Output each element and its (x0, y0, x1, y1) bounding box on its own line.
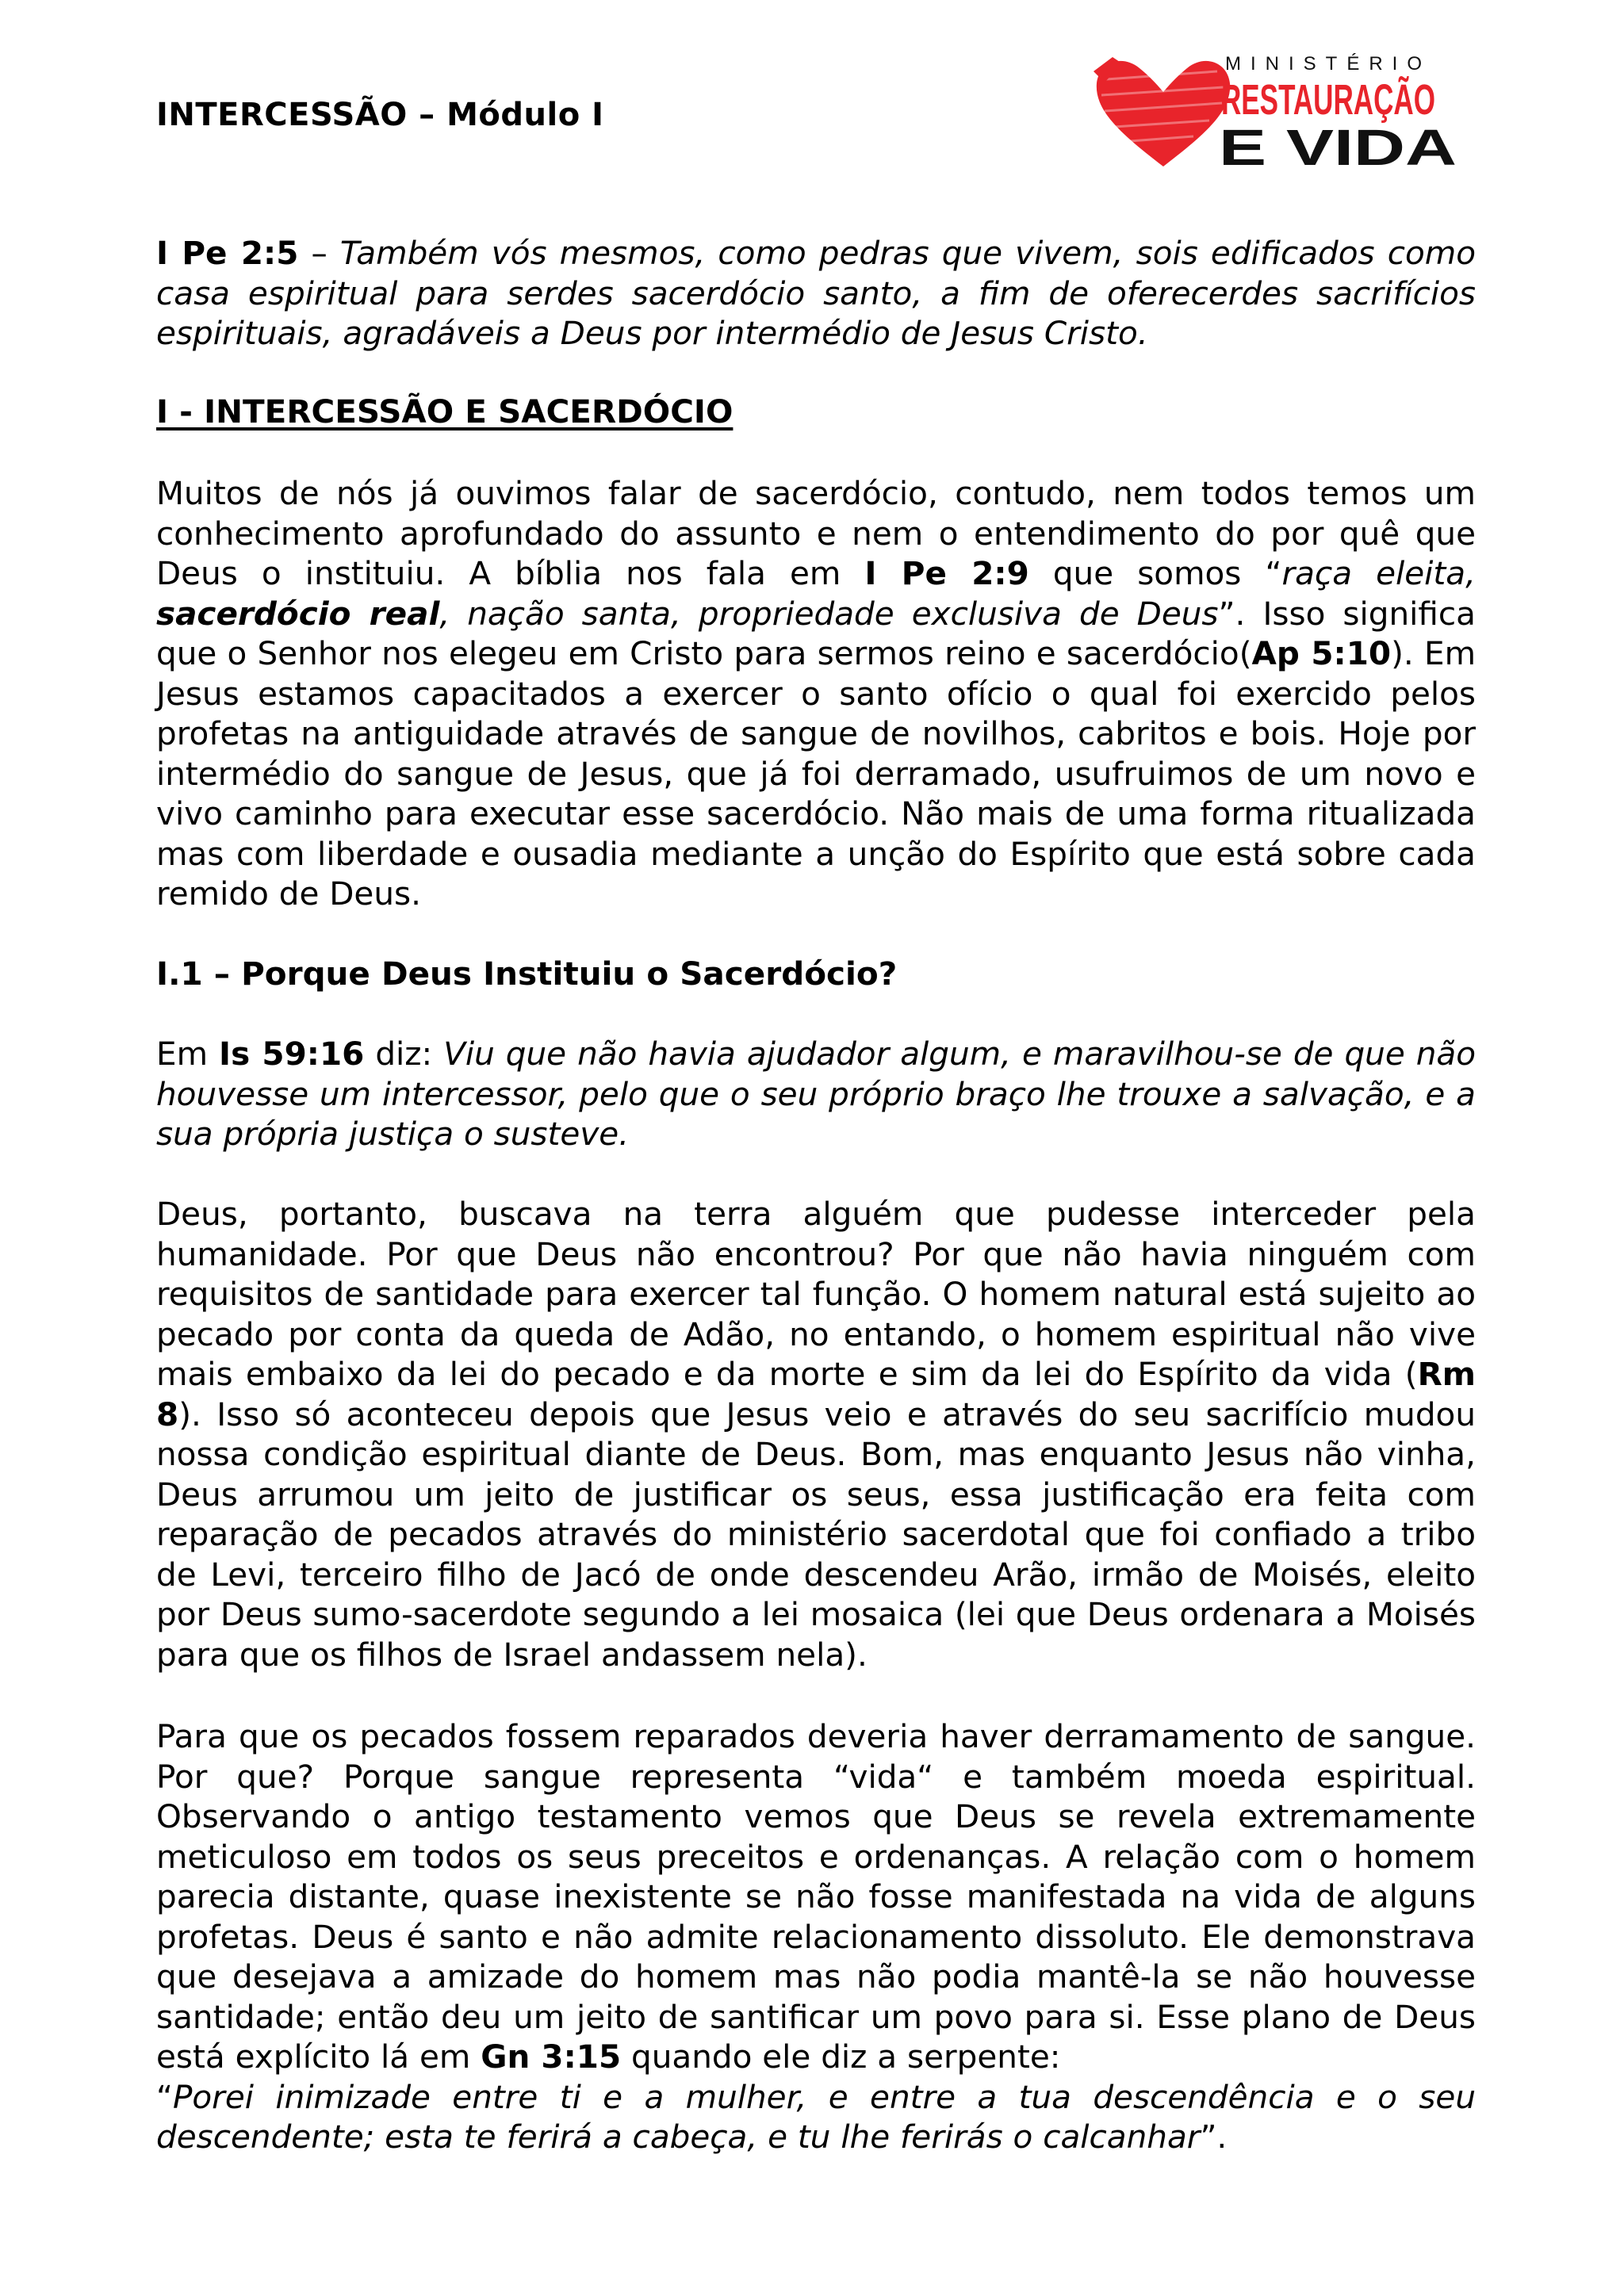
paragraph-pecados (156, 1716, 1476, 2157)
subsection-heading: I.1 – Porque Deus Instituiu o Sacerdócio? (156, 955, 898, 993)
paragraph-isaias (156, 1034, 1476, 1154)
text-run: ”. Isso significa que o Senhor nos elegeu em Cristo para sermos reino e sacerdócio( (156, 594, 1476, 672)
section-i (156, 392, 1476, 430)
text-run: quando ele diz a serpente: (621, 2038, 1061, 2076)
bible-reference: Ap 5:10 (1251, 634, 1392, 672)
quote-open: “ (156, 2077, 173, 2116)
text-run: diz: (364, 1035, 444, 1073)
text-run: Para que os pecados fossem reparados deveria haver derramamento de sangue. Por que? Porque sangue representa “vida“ e também moeda espiritual. Observando o antigo testamento vemos que Deus se revela extremamente meticuloso em todos os seus preceitos e ordenanças. A relação com o homem parecia distante, quase inexistente se não fosse manifestada na vida de alguns profetas. Deus é santo e não admite relacionamento dissoluto. Ele demonstrava que desejava a amizade do homem mas não podia mantê-la se não houvesse santidade; então deu um jeito de santificar um povo para si. Esse plano de Deus está explícito lá em (156, 1717, 1476, 2076)
bible-reference: I Pe 2:9 (864, 554, 1029, 592)
logo-line-ministerio: MINISTÉRIO (1224, 53, 1432, 75)
quote-run: , nação santa, propriedade exclusiva de Deus (439, 594, 1219, 633)
verse-block (156, 233, 1476, 354)
quote-run: Viu que não havia ajudador algum, e maravilhou-se de que não houvesse um intercessor, pelo que o seu próprio braço lhe trouxe a salvação, e a sua própria justiça o susteve. (156, 1035, 1476, 1153)
section-heading: I - INTERCESSÃO E SACERDÓCIO (156, 392, 733, 430)
text-run: Deus, portanto, buscava na terra alguém que pudesse interceder pela humanidade. Por que Deus não encontrou? Por que não havia ninguém com requisitos de santidade para exercer tal função. O homem natural está sujeito ao pecado por conta da queda de Adão, no entando, o homem espiritual não vive mais embaixo da lei do pecado e da morte e sim da lei do Espírito da vida ( (156, 1195, 1476, 1393)
text-run: Em (156, 1035, 220, 1073)
verse-paragraph (156, 233, 1476, 354)
bible-reference: Is 59:16 (219, 1035, 365, 1073)
logo-line-restauracao: RESTAURAÇÃO (1221, 76, 1435, 124)
section-i1-body (156, 1194, 1476, 1674)
bible-reference: Gn 3:15 (481, 2038, 622, 2076)
text-run: Muitos de nós já ouvimos falar de sacerdócio, contudo, nem todos temos um conhecimento aprofundado do assunto e nem o entendimento do por quê que Deus o instituiu. A bíblia nos fala em (156, 474, 1476, 592)
header-title: INTERCESSÃO – Módulo I (156, 97, 604, 133)
ministry-logo (1090, 48, 1487, 174)
section-i1-body-2 (156, 1716, 1476, 2157)
verse-reference: I Pe 2:5 (156, 234, 299, 272)
quote-run: Porei inimizade entre ti e a mulher, e entre a tua descendência e o seu descendente; esta te ferirá a cabeça, e tu lhe ferirás o calcanhar (156, 2077, 1476, 2156)
section-i-body (156, 473, 1476, 914)
text-run: que somos “ (1028, 554, 1282, 592)
section-i1-verse (156, 1034, 1476, 1154)
verse-dash: – (298, 234, 340, 272)
paragraph-sacerdocio (156, 473, 1476, 914)
heart-icon (1094, 57, 1230, 166)
text-run: ). Isso só aconteceu depois que Jesus veio e através do seu sacrifício mudou nossa condição espiritual diante de Deus. Bom, mas enquanto Jesus não vinha, Deus arrumou um jeito de justificar os seus, essa justificação era feita com reparação de pecados através do ministério sacerdotal que foi confiado a tribo de Levi, terceiro filho de Jacó de onde descendeu Arão, irmão de Moisés, eleito por Deus sumo-sacerdote segundo a lei mosaica (lei que Deus ordenara a Moisés para que os filhos de Israel andassem nela). (156, 1395, 1476, 1674)
quote-bold-run: sacerdócio real (156, 594, 440, 633)
logo-line-evida: E VIDA (1219, 119, 1457, 176)
paragraph-deus-portanto (156, 1194, 1476, 1674)
quote-close: ”. (1200, 2118, 1228, 2156)
section-i1 (156, 955, 1476, 993)
bible-reference: Rm 8 (156, 1355, 1476, 1433)
verse-text: Também vós mesmos, como pedras que vivem, sois edificados como casa espiritual para serdes sacerdócio santo, a fim de oferecerdes sacrifícios espirituais, agradáveis a Deus por intermédio de Jesus Cristo. (156, 234, 1477, 352)
text-run: ). Em Jesus estamos capacitados a exercer o santo ofício o qual foi exercido pelos profetas na antiguidade através de sangue de novilhos, cabritos e bois. Hoje por intermédio do sangue de Jesus, que já foi derramado, usufruimos de um novo e vivo caminho para executar esse sacerdócio. Não mais de uma forma ritualizada mas com liberdade e ousadia mediante a unção do Espírito que está sobre cada remido de Deus. (156, 634, 1477, 913)
quote-run: raça eleita, (1281, 554, 1476, 592)
